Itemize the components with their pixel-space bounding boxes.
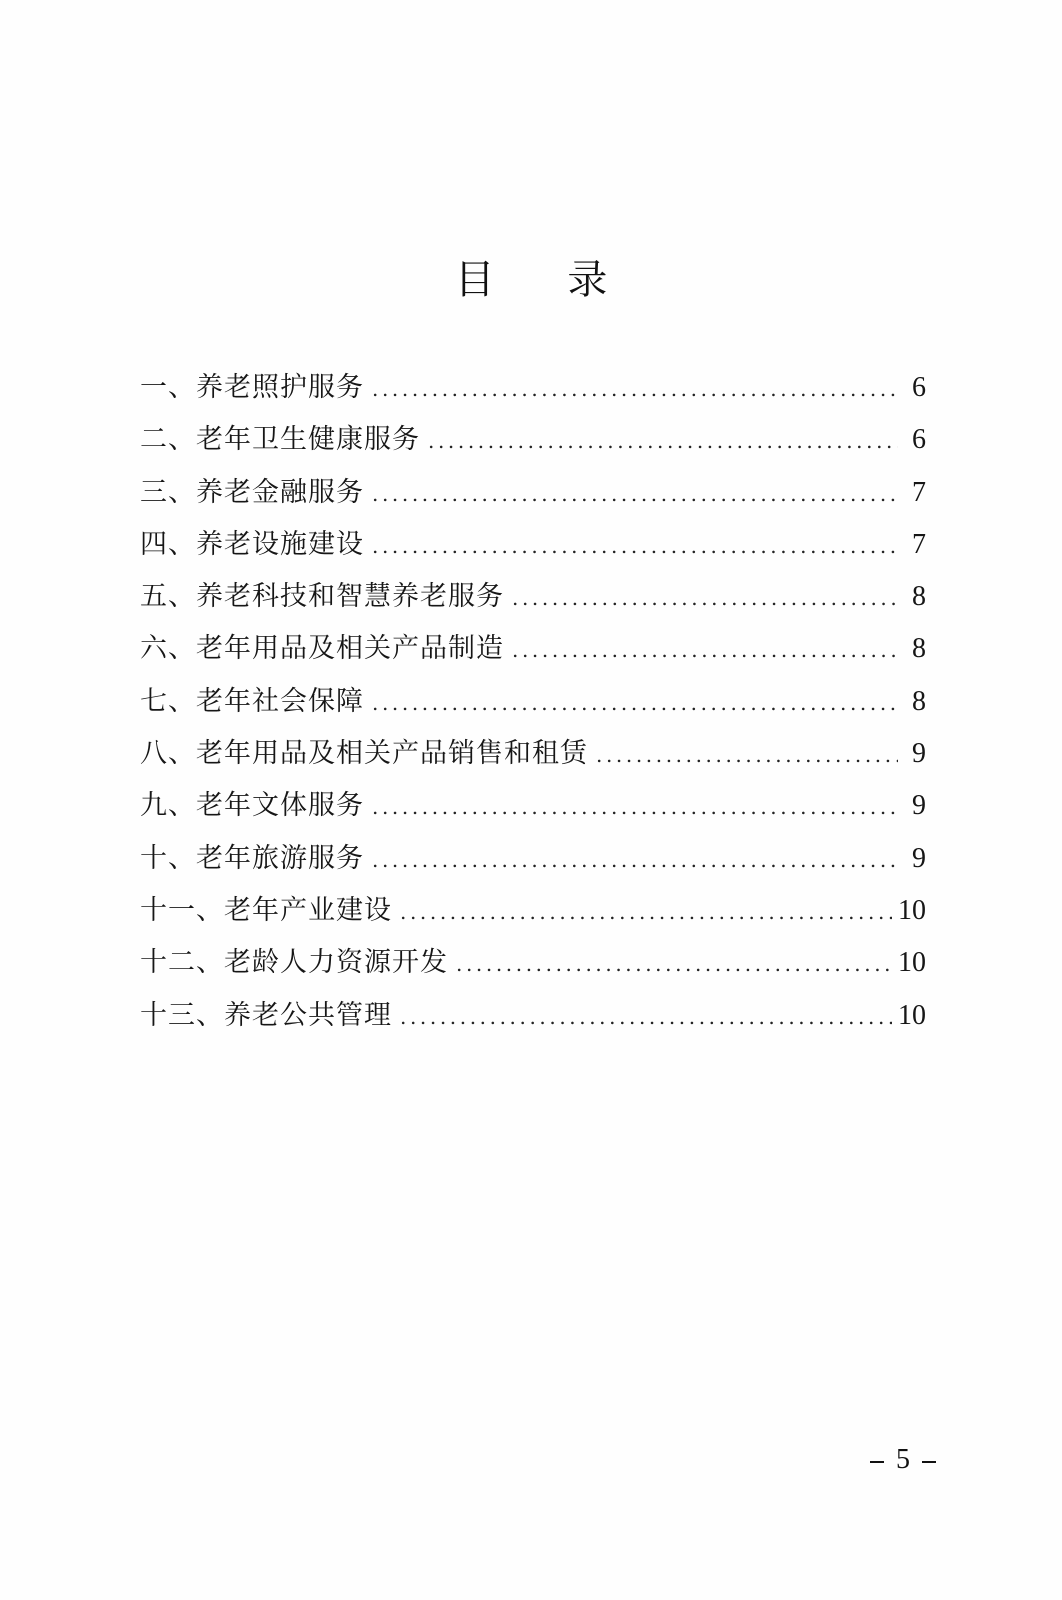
toc-entry-label: 十一、老年产业建设 xyxy=(140,894,392,926)
toc-entry-label: 四、养老设施建设 xyxy=(140,528,364,560)
toc-dot-leader xyxy=(372,834,898,886)
toc-dot-leader xyxy=(456,938,892,990)
toc-entry-label: 六、老年用品及相关产品制造 xyxy=(140,633,504,665)
toc-entry-label: 三、养老金融服务 xyxy=(140,476,364,508)
toc-dot-leader xyxy=(372,363,898,415)
toc-entry-page: 6 xyxy=(912,424,926,456)
toc-entry-page: 9 xyxy=(912,790,926,822)
toc-entry-label: 一、养老照护服务 xyxy=(140,372,364,403)
toc-entry-page: 9 xyxy=(912,738,926,770)
toc-entry xyxy=(140,728,926,780)
toc-entry-page: 10 xyxy=(898,999,926,1031)
toc-entry-label: 二、老年卫生健康服务 xyxy=(140,424,420,456)
toc-entry-label: 五、养老科技和智慧养老服务 xyxy=(140,581,504,613)
toc-entry xyxy=(140,571,926,623)
toc-entry-page: 8 xyxy=(912,685,926,717)
toc-entry xyxy=(140,885,926,937)
toc-dot-leader xyxy=(372,677,898,729)
toc-entry xyxy=(140,362,926,414)
toc-entry-label: 十二、老龄人力资源开发 xyxy=(140,947,448,979)
toc-entry xyxy=(140,780,926,832)
toc-entry xyxy=(140,623,926,675)
table-of-contents xyxy=(140,362,926,1042)
toc-entry xyxy=(140,676,926,728)
toc-entry xyxy=(140,467,926,519)
toc-entry-label: 七、老年社会保障 xyxy=(140,685,364,717)
toc-entry-label: 十三、养老公共管理 xyxy=(140,999,392,1031)
toc-dot-leader xyxy=(428,415,898,467)
dash-mark xyxy=(870,1461,884,1463)
toc-dot-leader xyxy=(400,991,892,1043)
toc-entry-label: 十、老年旅游服务 xyxy=(140,842,364,874)
toc-dot-leader xyxy=(400,886,892,938)
toc-dot-leader xyxy=(512,572,898,624)
page-number: 5 xyxy=(896,1444,910,1475)
toc-entry-page: 8 xyxy=(912,581,926,613)
toc-entry-page: 10 xyxy=(898,947,926,979)
toc-entry-page: 6 xyxy=(912,372,926,403)
toc-dot-leader xyxy=(596,729,898,781)
page-title: 目 录 xyxy=(454,257,638,303)
toc-entry-page: 7 xyxy=(912,528,926,560)
toc-entry-label: 九、老年文体服务 xyxy=(140,790,364,822)
toc-dot-leader xyxy=(372,520,898,572)
toc-dot-leader xyxy=(512,624,898,676)
toc-entry-page: 9 xyxy=(912,842,926,874)
toc-entry-page: 7 xyxy=(912,476,926,508)
toc-dot-leader xyxy=(372,468,898,520)
toc-entry xyxy=(140,990,926,1042)
toc-entry xyxy=(140,519,926,571)
toc-entry xyxy=(140,833,926,885)
toc-entry-page: 8 xyxy=(912,633,926,665)
page-number-footer xyxy=(858,1444,948,1476)
toc-entry xyxy=(140,937,926,989)
dash-mark xyxy=(922,1461,936,1463)
toc-entry-page: 10 xyxy=(898,894,926,926)
toc-dot-leader xyxy=(372,781,898,833)
toc-entry xyxy=(140,414,926,466)
toc-entry-label: 八、老年用品及相关产品销售和租赁 xyxy=(140,738,588,770)
